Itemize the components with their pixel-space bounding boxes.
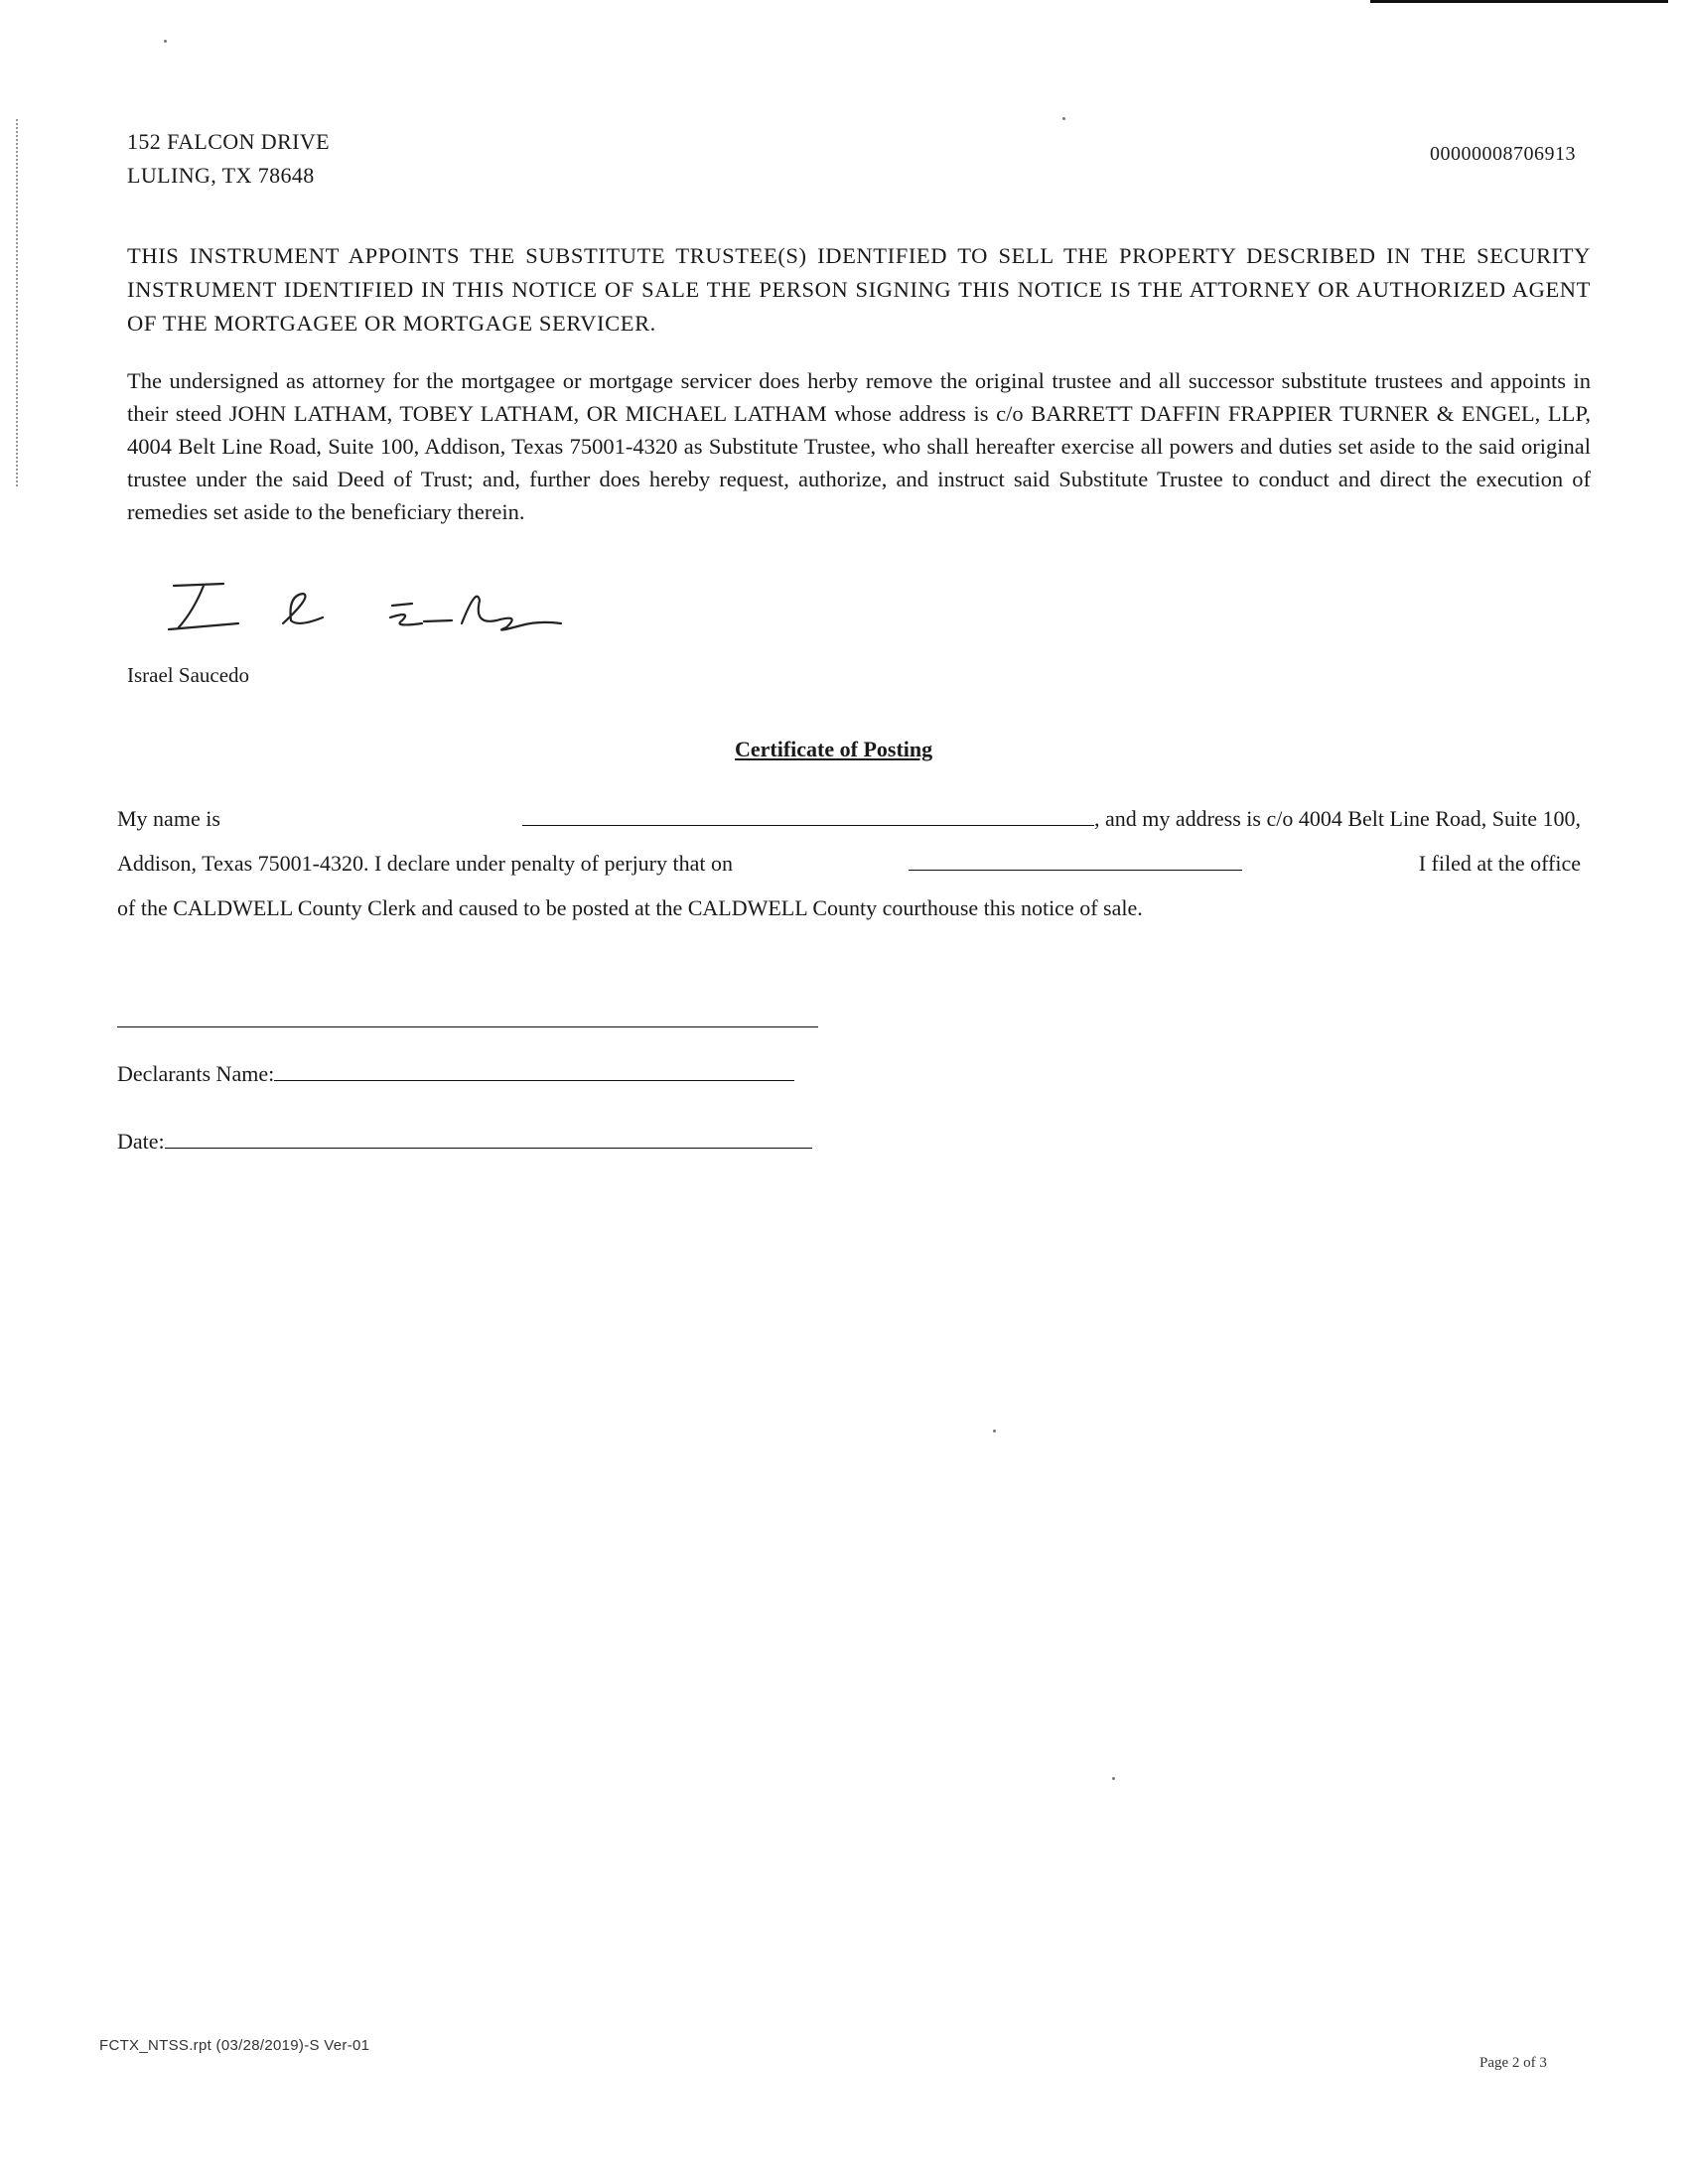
declarant-name-row (117, 1060, 794, 1087)
scan-speck (993, 1430, 996, 1433)
removal-statement: The undersigned as attorney for the mortgagee or mortgage servicer does herby remove the original trustee and all successor substitute trustees and appoints in their steed JOHN LATHAM, TOBEY LATHAM, OR MICHAEL LATHAM whose address is c/o BARRETT DAFFIN FRAPPIER TURNER & ENGEL, LLP, 4004 Belt Line Road, Suite 100, Addison, Texas 75001-4320 as Substitute Trustee, who shall hereafter exercise all powers and duties set aside to the said original trustee under the said Deed of Trust; and, further does hereby request, authorize, and instruct said Substitute Trustee to conduct and direct the execution of remedies set aside to the beneficiary therein. (127, 367, 1591, 524)
address-line-1: 152 FALCON DRIVE (127, 129, 330, 154)
scan-speck (1062, 117, 1065, 120)
declare-text: Addison, Texas 75001-4320. I declare under penalty of perjury that on (117, 851, 733, 876)
form-identifier: FCTX_NTSS.rpt (03/28/2019)-S Ver-01 (99, 2037, 370, 2054)
filed-text: I filed at the office (1418, 851, 1581, 876)
scan-speck (164, 40, 167, 43)
my-name-label: My name is (117, 806, 220, 831)
appointment-statement: THIS INSTRUMENT APPOINTS THE SUBSTITUTE TRUSTEE(S) IDENTIFIED TO SELL THE PROPERTY DESCRIBED IN THE SECURITY INSTRUMENT IDENTIFIED IN THIS NOTICE OF SALE THE PERSON SIGNING THIS NOTICE IS THE ATTORNEY OR AUTHORIZED AGENT OF THE MORTGAGEE OR MORTGAGE SERVICER. (127, 242, 1591, 336)
posting-date-blank[interactable] (909, 848, 1242, 871)
declarant-signature-line[interactable] (117, 1026, 818, 1027)
declarant-name-blank[interactable] (522, 803, 1094, 826)
certificate-line-3: of the CALDWELL County Clerk and caused to be posted at the CALDWELL County courthouse this notice of sale. (117, 895, 1143, 920)
property-address (127, 125, 330, 193)
top-edge-line (1370, 0, 1668, 3)
address-text: , and my address is c/o 4004 Belt Line Road, Suite 100, (1093, 806, 1581, 831)
scan-margin-marks (16, 119, 20, 486)
scan-speck (1112, 1777, 1115, 1780)
certificate-line-1 (117, 796, 1581, 841)
loan-number: 00000008706913 (1430, 143, 1576, 165)
certificate-title: Certificate of Posting (735, 737, 933, 761)
date-field[interactable] (165, 1128, 812, 1149)
certificate-line-2 (117, 841, 1581, 886)
signer-name: Israel Saucedo (127, 663, 250, 687)
handwritten-signature (164, 566, 581, 645)
declarant-name-label: Declarants Name: (117, 1061, 275, 1086)
date-label: Date: (117, 1129, 165, 1154)
date-row (117, 1128, 812, 1155)
declarant-name-field[interactable] (274, 1060, 794, 1081)
certificate-body (117, 796, 1581, 930)
address-line-2: LULING, TX 78648 (127, 163, 315, 188)
page-number: Page 2 of 3 (1479, 2055, 1547, 2071)
